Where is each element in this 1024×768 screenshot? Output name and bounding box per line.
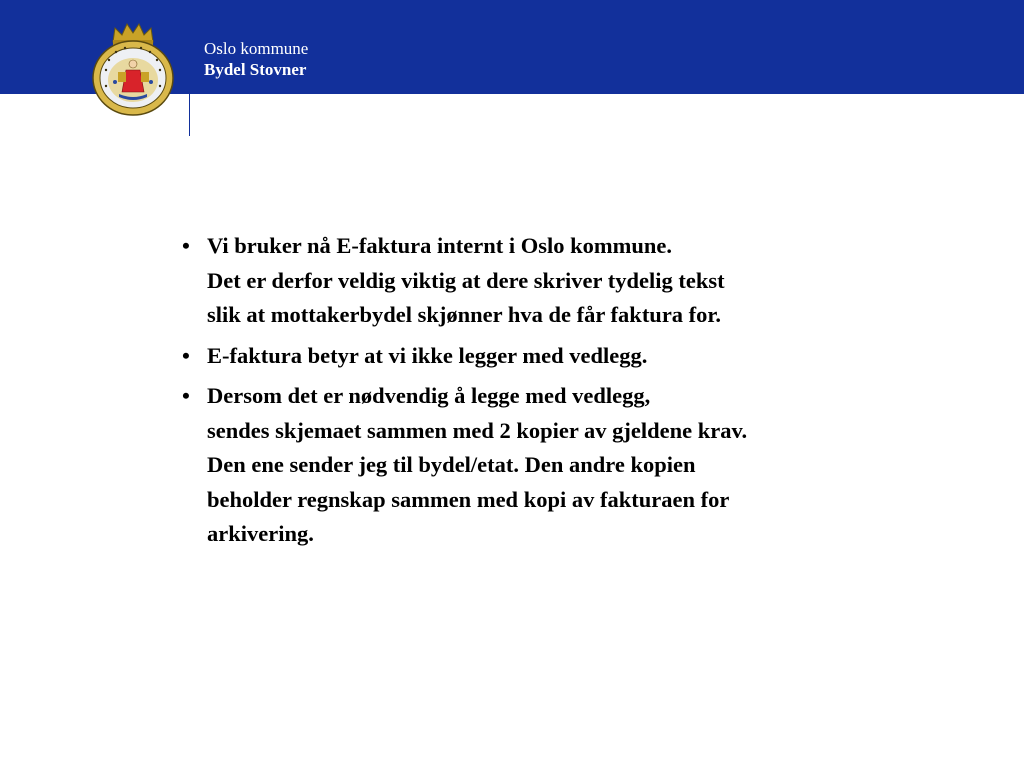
bullet-item: [180, 339, 910, 374]
bullet-line: beholder regnskap sammen med kopi av fakturaen for: [207, 486, 730, 512]
bullet-line: arkivering.: [207, 521, 314, 546]
bullet-marker: •: [182, 342, 190, 368]
bullet-marker: •: [182, 233, 190, 258]
bullet-item: [180, 379, 910, 552]
organization-block: [204, 38, 308, 80]
bullet-marker: •: [182, 383, 190, 408]
organization-name: Oslo kommune: [204, 39, 309, 58]
header-divider: [189, 16, 190, 136]
bullet-line: Vi bruker nå E-faktura internt i Oslo kommune.: [207, 233, 673, 258]
bullet-line: Det er derfor veldig viktig at dere skriver tydelig tekst: [207, 267, 725, 293]
organization-unit: Bydel Stovner: [204, 60, 307, 79]
slide-body: [180, 229, 910, 558]
bullet-line: sendes skjemaet sammen med 2 kopier av gjeldene krav.: [207, 417, 748, 443]
bullet-line: E-faktura betyr at vi ikke legger med vedlegg.: [207, 342, 648, 368]
bullet-line: Den ene sender jeg til bydel/etat. Den andre kopien: [207, 452, 696, 477]
bullet-line: Dersom det er nødvendig å legge med vedlegg,: [207, 383, 651, 408]
bullet-item: [180, 229, 910, 333]
bullet-line: slik at mottakerbydel skjønner hva de får faktura for.: [207, 302, 721, 327]
oslo-coat-of-arms-icon: [91, 20, 175, 118]
